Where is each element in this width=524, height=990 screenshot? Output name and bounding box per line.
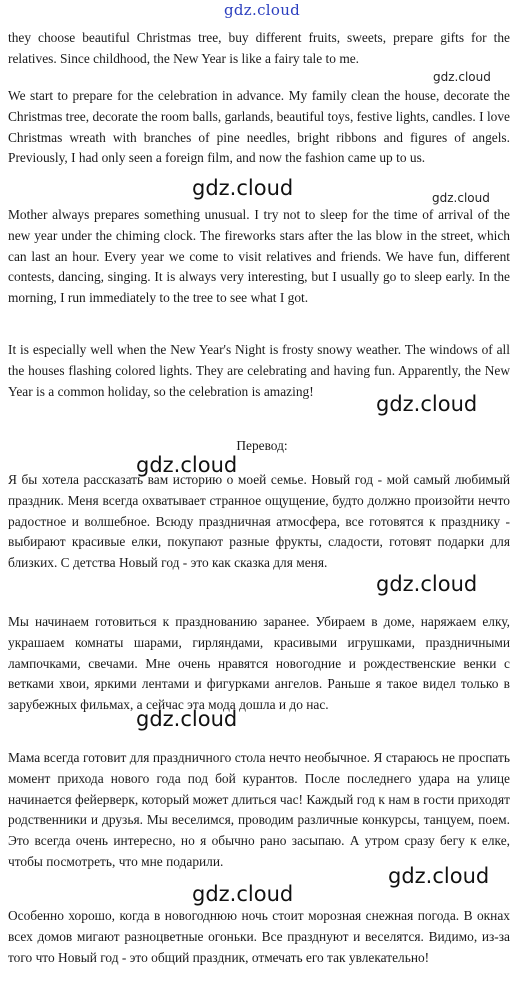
english-paragraph-1: they choose beautiful Christmas tree, buy different fruits, sweets, prepare gifts for the relatives. Since childhood, the New Year is like a fairy tale to me. xyxy=(8,30,510,66)
watermark-1: gdz.cloud xyxy=(192,176,294,200)
watermark-top: gdz.cloud xyxy=(224,1,301,19)
watermark-5: gdz.cloud xyxy=(136,707,238,731)
watermark-3: gdz.cloud xyxy=(136,453,238,477)
english-paragraph-2: We start to prepare for the celebration in advance. My family clean the house, decorate the Christmas tree, decorate the room balls, garlands, beautiful toys, festive lights, candles. I love Christmas wreath with branches of pine needles, bright ribbons and figures of angels. Previously, I had only seen a foreign film, and now the fashion came up to us. xyxy=(8,88,510,166)
russian-paragraph-4: Особенно хорошо, когда в новогоднюю ночь стоит морозная снежная погода. В окнах всех домов мигают разноцветные огоньки. Все празднуют и веселятся. Видимо, из-за того что Новый год - это общий праздник, отмечать его так увлекательно! xyxy=(8,908,510,965)
watermark-2: gdz.cloud xyxy=(376,392,478,416)
watermark-small-2: gdz.cloud xyxy=(432,191,490,205)
watermark-small-1: gdz.cloud xyxy=(433,70,491,84)
watermark-7: gdz.cloud xyxy=(192,882,294,906)
translation-heading: Перевод: xyxy=(236,438,288,453)
russian-paragraph-3: Мама всегда готовит для праздничного стола нечто необычное. Я стараюсь не проспать момент прихода нового года под бой курантов. После последнего удара на улице начинается фейерверк, который может длиться час! Каждый год к нам в гости приходят родственники и друзья. Мы веселимся, проводим различные конкурсы, танцуем, поем. Это всегда очень интересно, но я обычно рано засыпаю. А утром сразу бегу к елке, чтобы посмотреть, что мне подарили. xyxy=(8,750,510,869)
watermark-6: gdz.cloud xyxy=(388,864,490,888)
russian-paragraph-1: Я бы хотела рассказать вам историю о моей семье. Новый год - мой самый любимый праздник. Меня всегда охватывает странное ощущение, будто должно произойти нечто радостное и волшебное. Всюду праздничная атмосфера, все готовятся к празднику - выбирают красивые елки, покупают разные фрукты, сладости, готовят подарки для близких. С детства Новый год - это как сказка для меня. xyxy=(8,472,510,571)
english-paragraph-3: Mother always prepares something unusual. I try not to sleep for the time of arrival of the new year under the chiming clock. The fireworks stars after the las blow in the street, which can last an hour. Every year we come to visit relatives and friends. We have fun, different contests, dancing, singing. It is always very interesting, but I usually go to sleep early. In the morning, I run immediately to the tree to see what I got. xyxy=(8,207,510,306)
english-paragraph-4: It is especially well when the New Year's Night is frosty snowy weather. The windows of all the houses flashing colored lights. They are celebrating and having fun. Apparently, the New Year is a common holiday, so the celebration is amazing! xyxy=(8,342,510,399)
watermark-4: gdz.cloud xyxy=(376,572,478,596)
russian-paragraph-2: Мы начинаем готовиться к празднованию заранее. Убираем в доме, наряжаем елку, украшаем комнаты шарами, гирляндами, красивыми игрушками, праздничными лампочками, свечами. Мне очень нравятся новогодние и рождественские венки с ветками хвои, яркими лентами и фигурками ангелов. Раньше я такое видел только в зарубежных фильмах, а сейчас эта мода дошла и до нас. xyxy=(8,614,510,713)
